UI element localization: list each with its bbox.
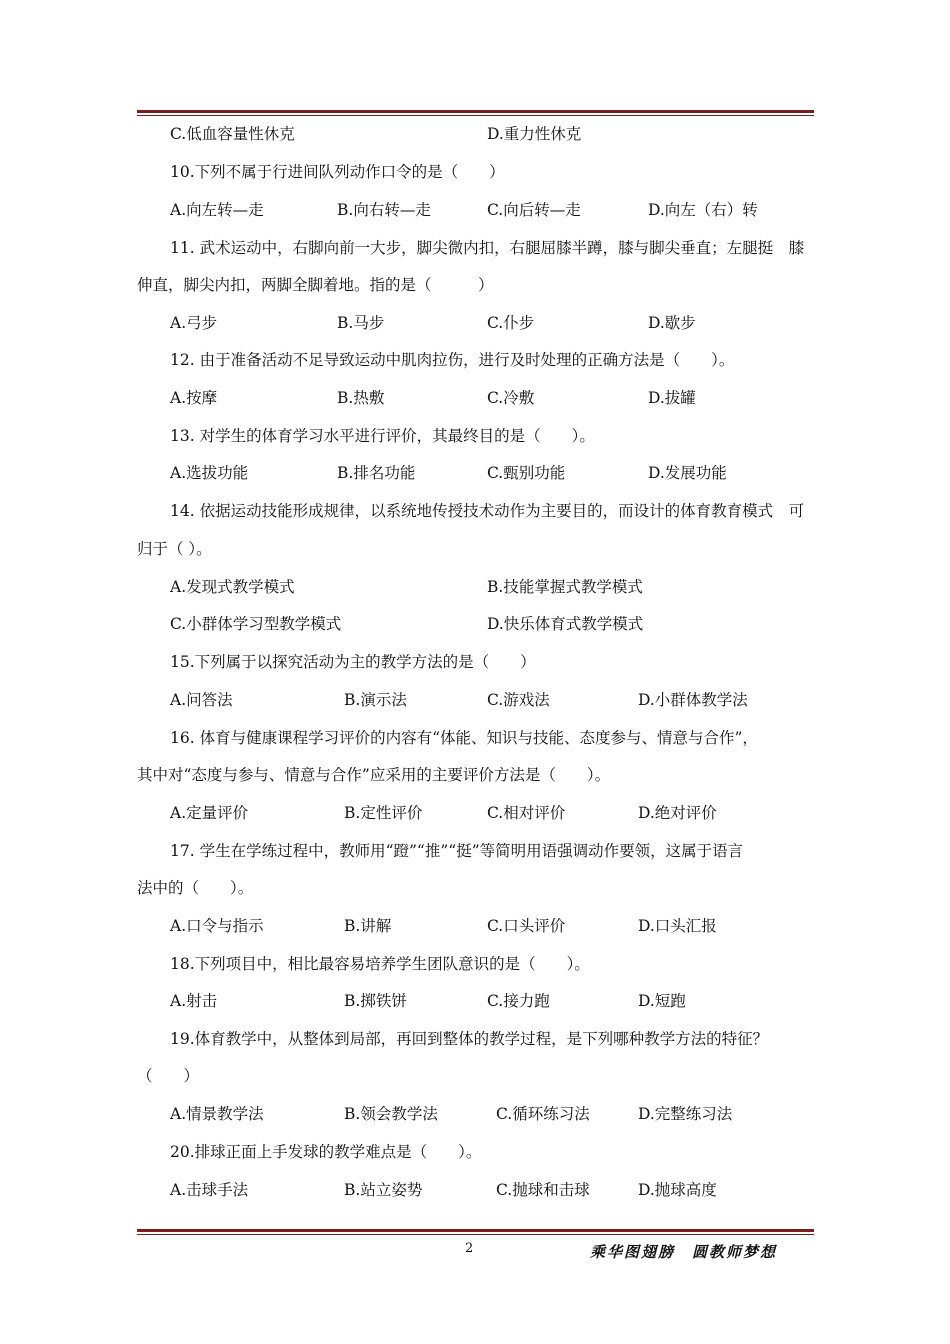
option-13a: A.选拔功能 (170, 464, 249, 482)
question-10: 10.下列不属于行进间队列动作口令的是（ ） (170, 163, 505, 181)
option-19d: D.完整练习法 (638, 1105, 733, 1123)
option-14b: B.技能掌握式教学模式 (487, 578, 643, 596)
option-9c: C.低血容量性休克 (170, 125, 295, 143)
option-11c: C.仆步 (487, 314, 535, 332)
option-10d: D.向左（右）转 (648, 201, 758, 219)
question-15: 15.下列属于以探究活动为主的教学方法的是（ ） (170, 653, 536, 671)
option-12c: C.冷敷 (487, 389, 535, 407)
option-10c: C.向后转—走 (487, 201, 581, 219)
option-16a: A.定量评价 (170, 804, 249, 822)
question-19-line-2: （ ） (137, 1067, 200, 1085)
option-15b: B.演示法 (344, 691, 407, 709)
option-16d: D.绝对评价 (638, 804, 717, 822)
option-16c: C.相对评价 (487, 804, 566, 822)
option-18b: B.掷铁饼 (344, 992, 407, 1010)
option-12a: A.按摩 (170, 389, 218, 407)
option-12d: D.拔罐 (648, 389, 696, 407)
question-13: 13. 对学生的体育学习水平进行评价，其最终目的是（ ）。 (170, 427, 595, 445)
option-19c: C.循环练习法 (496, 1105, 590, 1123)
option-14d: D.快乐体育式教学模式 (487, 615, 644, 633)
option-19a: A.情景教学法 (170, 1105, 264, 1123)
option-11d: D.歇步 (648, 314, 696, 332)
option-11a: A.弓步 (170, 314, 218, 332)
option-16b: B.定性评价 (344, 804, 423, 822)
option-14c: C.小群体学习型教学模式 (170, 615, 342, 633)
question-19-line-1: 19.体育教学中，从整体到局部，再回到整体的教学过程，是下列哪种教学方法的特征？ (170, 1030, 769, 1048)
option-17a: A.口令与指示 (170, 917, 264, 935)
option-18c: C.接力跑 (487, 992, 550, 1010)
option-15a: A.问答法 (170, 691, 233, 709)
question-17-line-1: 17. 学生在学练过程中，教师用“蹬”“推”“挺”等简明用语强调动作要领，这属于语言 (170, 842, 744, 860)
option-18a: A.射击 (170, 992, 218, 1010)
question-17-line-2: 法中的（ ）。 (137, 879, 254, 897)
footer-slogan: 乘华图翅膀 圆教师梦想 (590, 1243, 778, 1261)
option-11b: B.马步 (337, 314, 385, 332)
option-10b: B.向右转—走 (337, 201, 431, 219)
header-rule (137, 110, 814, 116)
option-20d: D.抛球高度 (638, 1181, 717, 1199)
option-15c: C.游戏法 (487, 691, 550, 709)
option-17b: B.讲解 (344, 917, 392, 935)
option-10a: A.向左转—走 (170, 201, 264, 219)
option-9d: D.重力性休克 (487, 125, 582, 143)
option-13c: C.甄别功能 (487, 464, 566, 482)
question-11-line-2: 伸直，脚尖内扣，两脚全脚着地。指的是（ ） (137, 276, 494, 294)
question-14-line-2: 归于（ ）。 (137, 540, 212, 558)
question-16-line-1: 16. 体育与健康课程学习评价的内容有“体能、知识与技能、态度参与、情意与合作”， (170, 729, 758, 747)
option-15d: D.小群体教学法 (638, 691, 748, 709)
question-20: 20.排球正面上手发球的教学难点是（ ）。 (170, 1143, 482, 1161)
question-14-line-1: 14. 依据运动技能形成规律，以系统地传授技术动作为主要目的，而设计的体育教育模式 可 (170, 502, 805, 520)
question-12: 12. 由于准备活动不足导致运动中肌肉拉伤，进行及时处理的正确方法是（ ）。 (170, 351, 735, 369)
question-16-line-2: 其中对“态度与参与、情意与合作”应采用的主要评价方法是（ ）。 (137, 766, 611, 784)
footer-rule (137, 1229, 814, 1235)
option-20c: C.抛球和击球 (496, 1181, 590, 1199)
option-20a: A.击球手法 (170, 1181, 249, 1199)
option-13b: B.排名功能 (337, 464, 416, 482)
option-14a: A.发现式教学模式 (170, 578, 295, 596)
question-11-line-1: 11. 武术运动中，右脚向前一大步，脚尖微内扣，右腿屈膝半蹲，膝与脚尖垂直；左腿挺 膝 (170, 239, 805, 257)
page-number: 2 (465, 1241, 474, 1256)
option-20b: B.站立姿势 (344, 1181, 423, 1199)
option-12b: B.热敷 (337, 389, 385, 407)
option-18d: D.短跑 (638, 992, 686, 1010)
option-17c: C.口头评价 (487, 917, 566, 935)
question-18: 18.下列项目中，相比最容易培养学生团队意识的是（ ）。 (170, 955, 590, 973)
option-19b: B.领会教学法 (344, 1105, 438, 1123)
option-13d: D.发展功能 (648, 464, 727, 482)
option-17d: D.口头汇报 (638, 917, 717, 935)
